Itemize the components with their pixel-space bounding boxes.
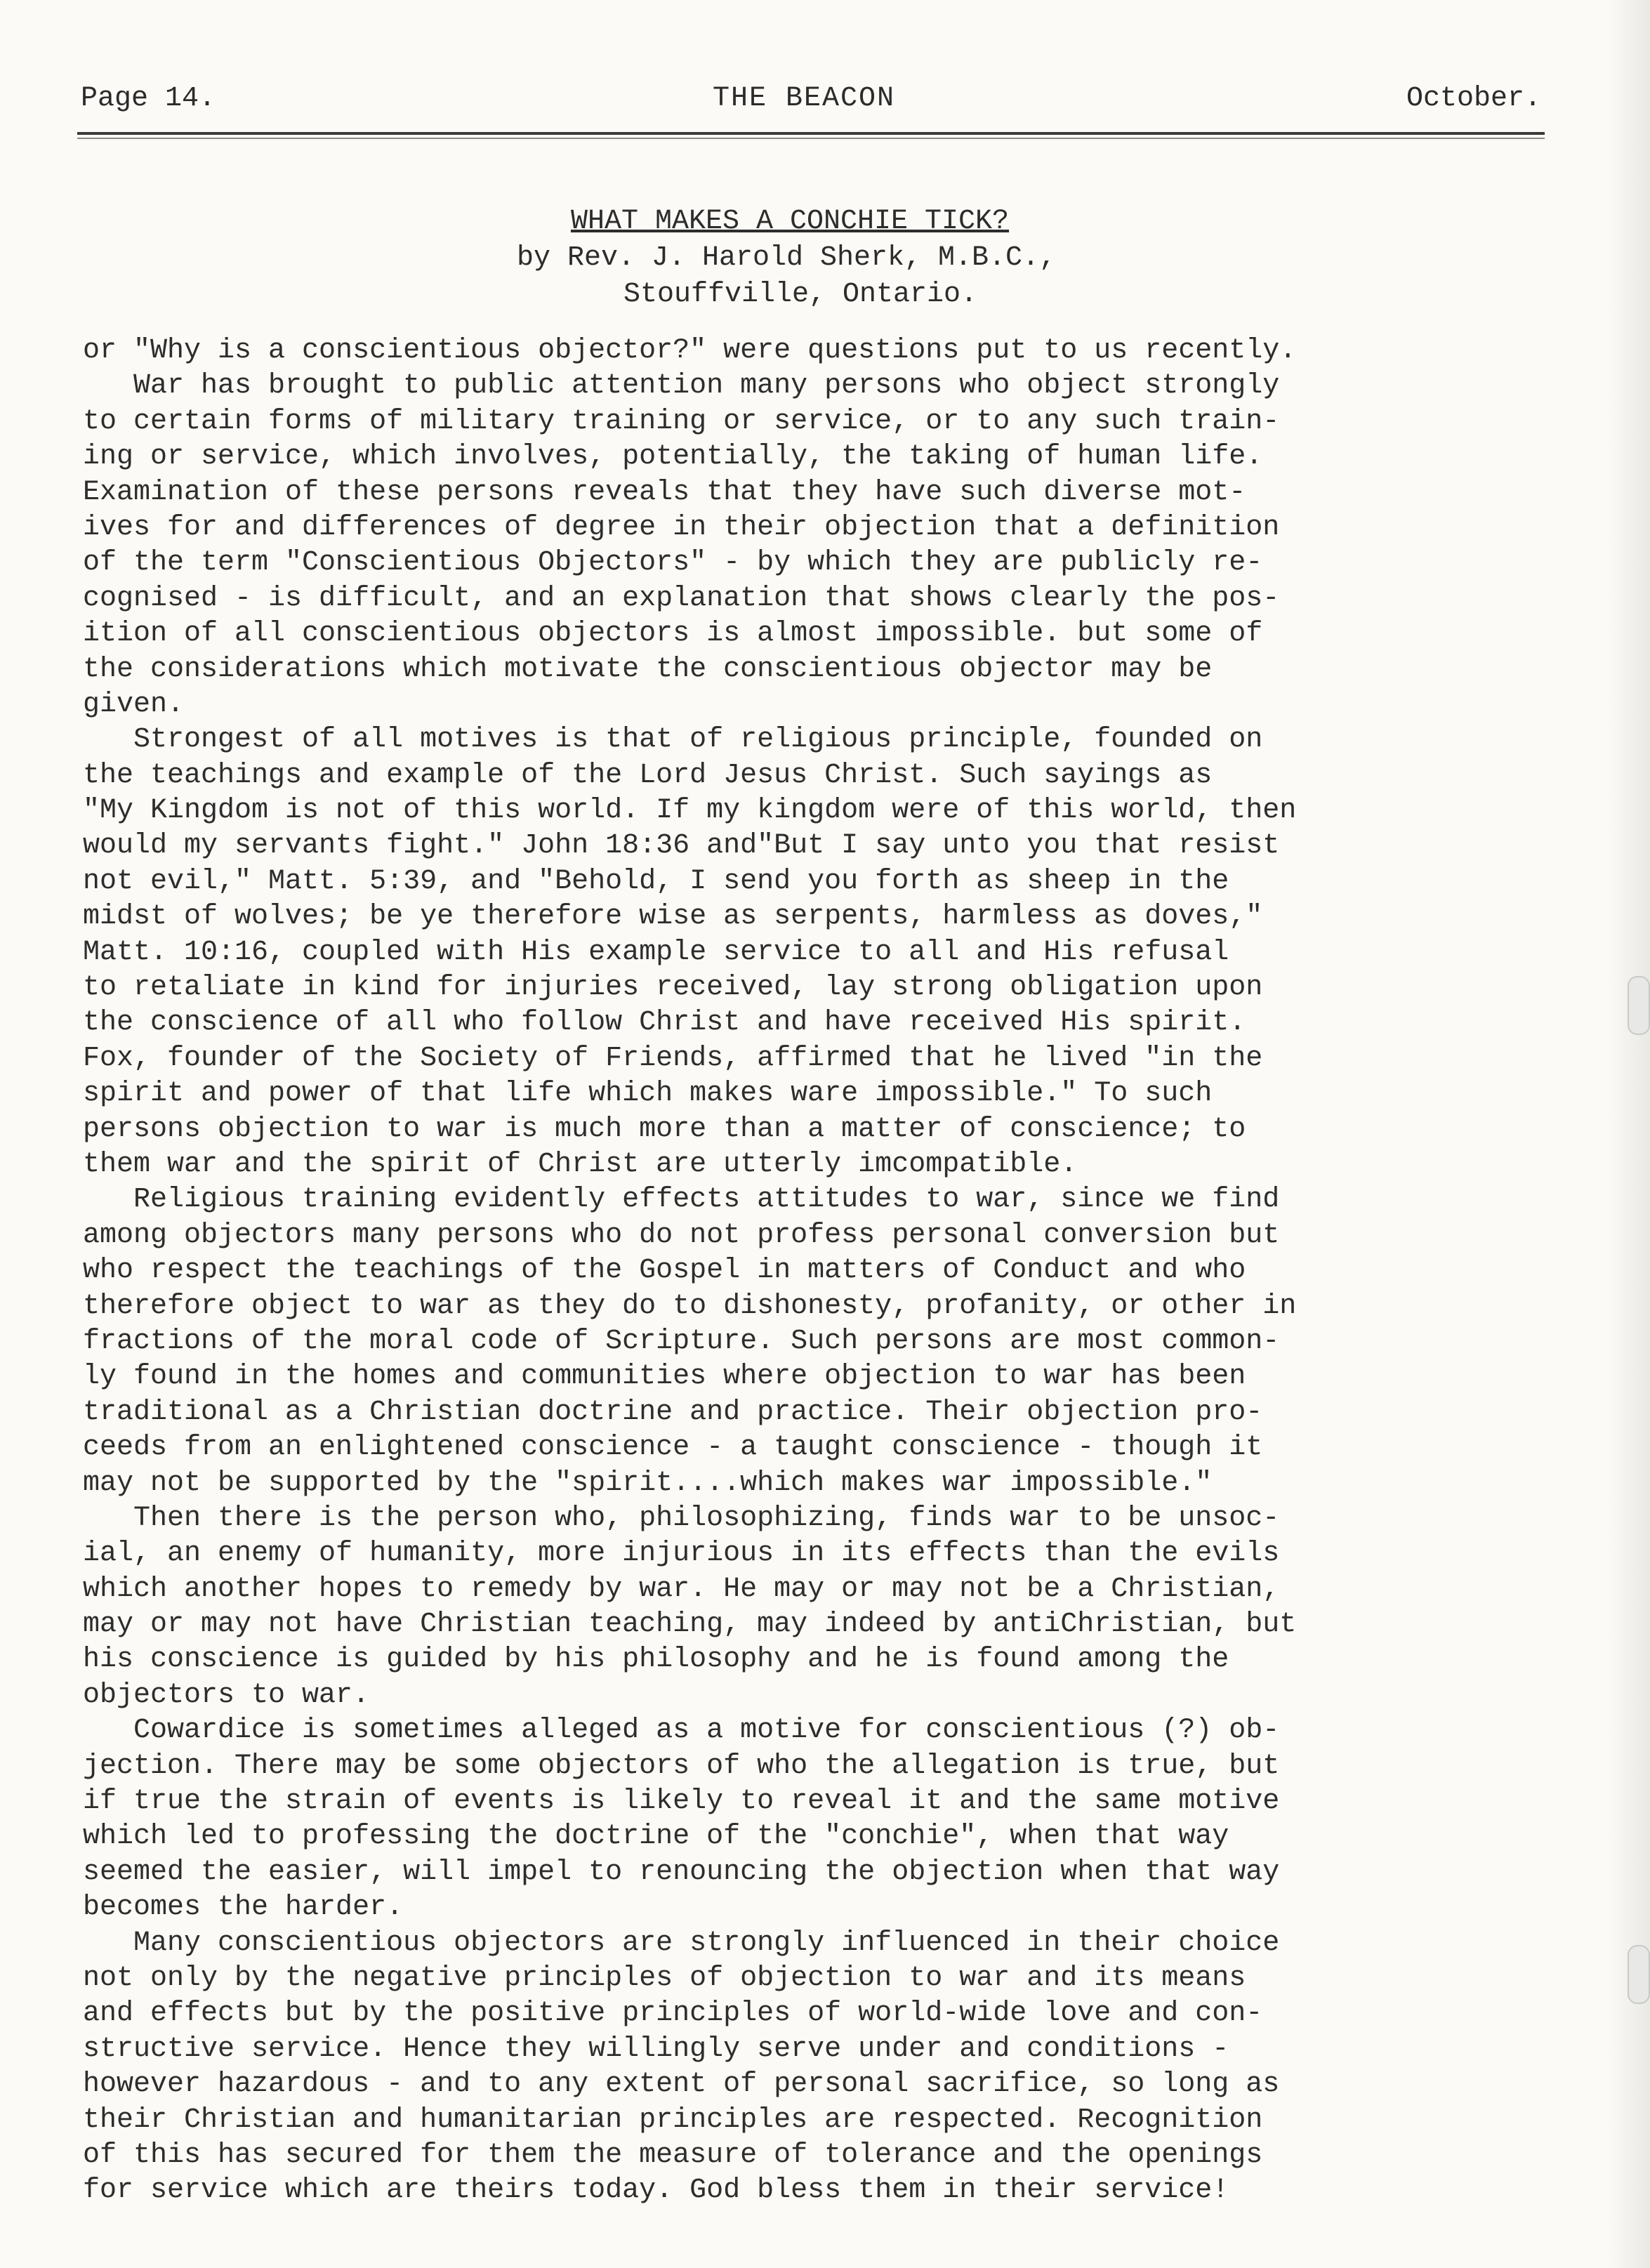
article-line: therefore object to war as they do to dishonesty, profanity, or other in xyxy=(83,1290,1297,1322)
article-line: objectors to war. xyxy=(83,1679,370,1711)
article-line: cognised - is difficult, and an explanation that shows clearly the pos- xyxy=(83,582,1280,614)
article-line: Examination of these persons reveals that they have such diverse mot- xyxy=(83,476,1246,508)
article-line: persons objection to war is much more than a matter of conscience; to xyxy=(83,1113,1246,1145)
article-line: and effects but by the positive principles of world-wide love and con- xyxy=(83,1998,1263,2030)
article-line: not evil," Matt. 5:39, and "Behold, I send you forth as sheep in the xyxy=(83,865,1229,897)
article-line: given. xyxy=(83,688,185,720)
article-line: spirit and power of that life which makes ware impossible." To such xyxy=(83,1078,1213,1110)
article-line: which another hopes to remedy by war. He may or may not be a Christian, xyxy=(83,1573,1280,1605)
article-line: fractions of the moral code of Scripture. Such persons are most common- xyxy=(83,1325,1280,1357)
article-line: midst of wolves; be ye therefore wise as serpents, harmless as doves," xyxy=(83,901,1263,933)
article-line: ing or service, which involves, potentially, the taking of human life. xyxy=(83,441,1263,473)
binder-hole-top xyxy=(1628,976,1650,1035)
article-line: would my servants fight." John 18:36 and"But I say unto you that resist xyxy=(83,830,1280,862)
article-line: among objectors many persons who do not profess personal conversion but xyxy=(83,1219,1280,1251)
binder-hole-bottom xyxy=(1628,1945,1650,2004)
article-line: seemed the easier, will impel to renouncing the objection when that way xyxy=(83,1856,1280,1888)
page-number: Page 14. xyxy=(81,83,216,114)
article-line: Then there is the person who, philosophizing, finds war to be unsoc- xyxy=(83,1502,1280,1534)
article-line: ition of all conscientious objectors is almost impossible. but some of xyxy=(83,618,1263,650)
article-line: becomes the harder. xyxy=(83,1892,404,1924)
article-byline: by Rev. J. Harold Sherk, M.B.C., xyxy=(516,242,1057,274)
article-line: jection. There may be some objectors of who the allegation is true, but xyxy=(83,1750,1280,1782)
article-title: WHAT MAKES A CONCHIE TICK? xyxy=(570,206,1010,237)
page-edge-shadow xyxy=(1608,0,1650,2268)
article-line: may not be supported by the "spirit....which makes war impossible." xyxy=(83,1467,1213,1499)
article-line: the conscience of all who follow Christ and have received His spirit. xyxy=(83,1007,1246,1039)
article-line: not only by the negative principles of objection to war and its means xyxy=(83,1962,1246,1994)
article-line: to certain forms of military training or service, or to any such train- xyxy=(83,405,1280,437)
article-heading xyxy=(0,204,1650,313)
article-line: his conscience is guided by his philosophy and he is found among the xyxy=(83,1644,1229,1676)
article-line: Fox, founder of the Society of Friends, affirmed that he lived "in the xyxy=(83,1042,1263,1074)
article-line: ceeds from an enlightened conscience - a taught conscience - though it xyxy=(83,1432,1263,1464)
page-header xyxy=(81,83,1541,125)
article-line: Cowardice is sometimes alleged as a motive for conscientious (?) ob- xyxy=(83,1715,1280,1747)
article-line: ives for and differences of degree in their objection that a definition xyxy=(83,511,1280,543)
article-line: "My Kingdom is not of this world. If my kingdom were of this world, then xyxy=(83,795,1297,827)
article-line: them war and the spirit of Christ are utterly imcompatible. xyxy=(83,1148,1078,1180)
article-line: however hazardous - and to any extent of personal sacrifice, so long as xyxy=(83,2069,1280,2101)
article-line: the teachings and example of the Lord Jesus Christ. Such sayings as xyxy=(83,759,1213,791)
article-line: ly found in the homes and communities where objection to war has been xyxy=(83,1361,1246,1393)
article-line: may or may not have Christian teaching, may indeed by antiChristian, but xyxy=(83,1609,1297,1641)
article-body xyxy=(83,334,1613,2209)
article-line: of this has secured for them the measure of tolerance and the openings xyxy=(83,2139,1263,2171)
publication-name: THE BEACON xyxy=(713,83,896,114)
article-line: Religious training evidently effects attitudes to war, since we find xyxy=(83,1184,1280,1216)
article-line: structive service. Hence they willingly serve under and conditions - xyxy=(83,2033,1229,2065)
header-rule xyxy=(77,132,1545,135)
article-line: Many conscientious objectors are strongly influenced in their choice xyxy=(83,1927,1280,1959)
article-line: who respect the teachings of the Gospel in matters of Conduct and who xyxy=(83,1255,1246,1287)
article-line: of the term "Conscientious Objectors" - by which they are publicly re- xyxy=(83,547,1263,579)
article-line: ial, an enemy of humanity, more injurious in its effects than the evils xyxy=(83,1538,1280,1570)
article-line: War has brought to public attention many persons who object strongly xyxy=(83,370,1280,402)
article-location: Stouffville, Ontario. xyxy=(623,279,978,310)
header-rule-secondary xyxy=(77,138,1545,139)
article-line: which led to professing the doctrine of the "conchie", when that way xyxy=(83,1821,1229,1853)
article-line: for service which are theirs today. God bless them in their service! xyxy=(83,2175,1229,2207)
article-line: or "Why is a conscientious objector?" were questions put to us recently. xyxy=(83,335,1297,367)
article-line: traditional as a Christian doctrine and practice. Their objection pro- xyxy=(83,1396,1263,1428)
article-line: Matt. 10:16, coupled with His example service to all and His refusal xyxy=(83,936,1229,968)
article-line: the considerations which motivate the conscientious objector may be xyxy=(83,653,1213,685)
issue-month: October. xyxy=(1406,83,1541,114)
article-line: to retaliate in kind for injuries received, lay strong obligation upon xyxy=(83,972,1263,1004)
article-line: their Christian and humanitarian principles are respected. Recognition xyxy=(83,2104,1263,2136)
article-line: if true the strain of events is likely to reveal it and the same motive xyxy=(83,1786,1280,1818)
article-line: Strongest of all motives is that of religious principle, founded on xyxy=(83,724,1263,756)
